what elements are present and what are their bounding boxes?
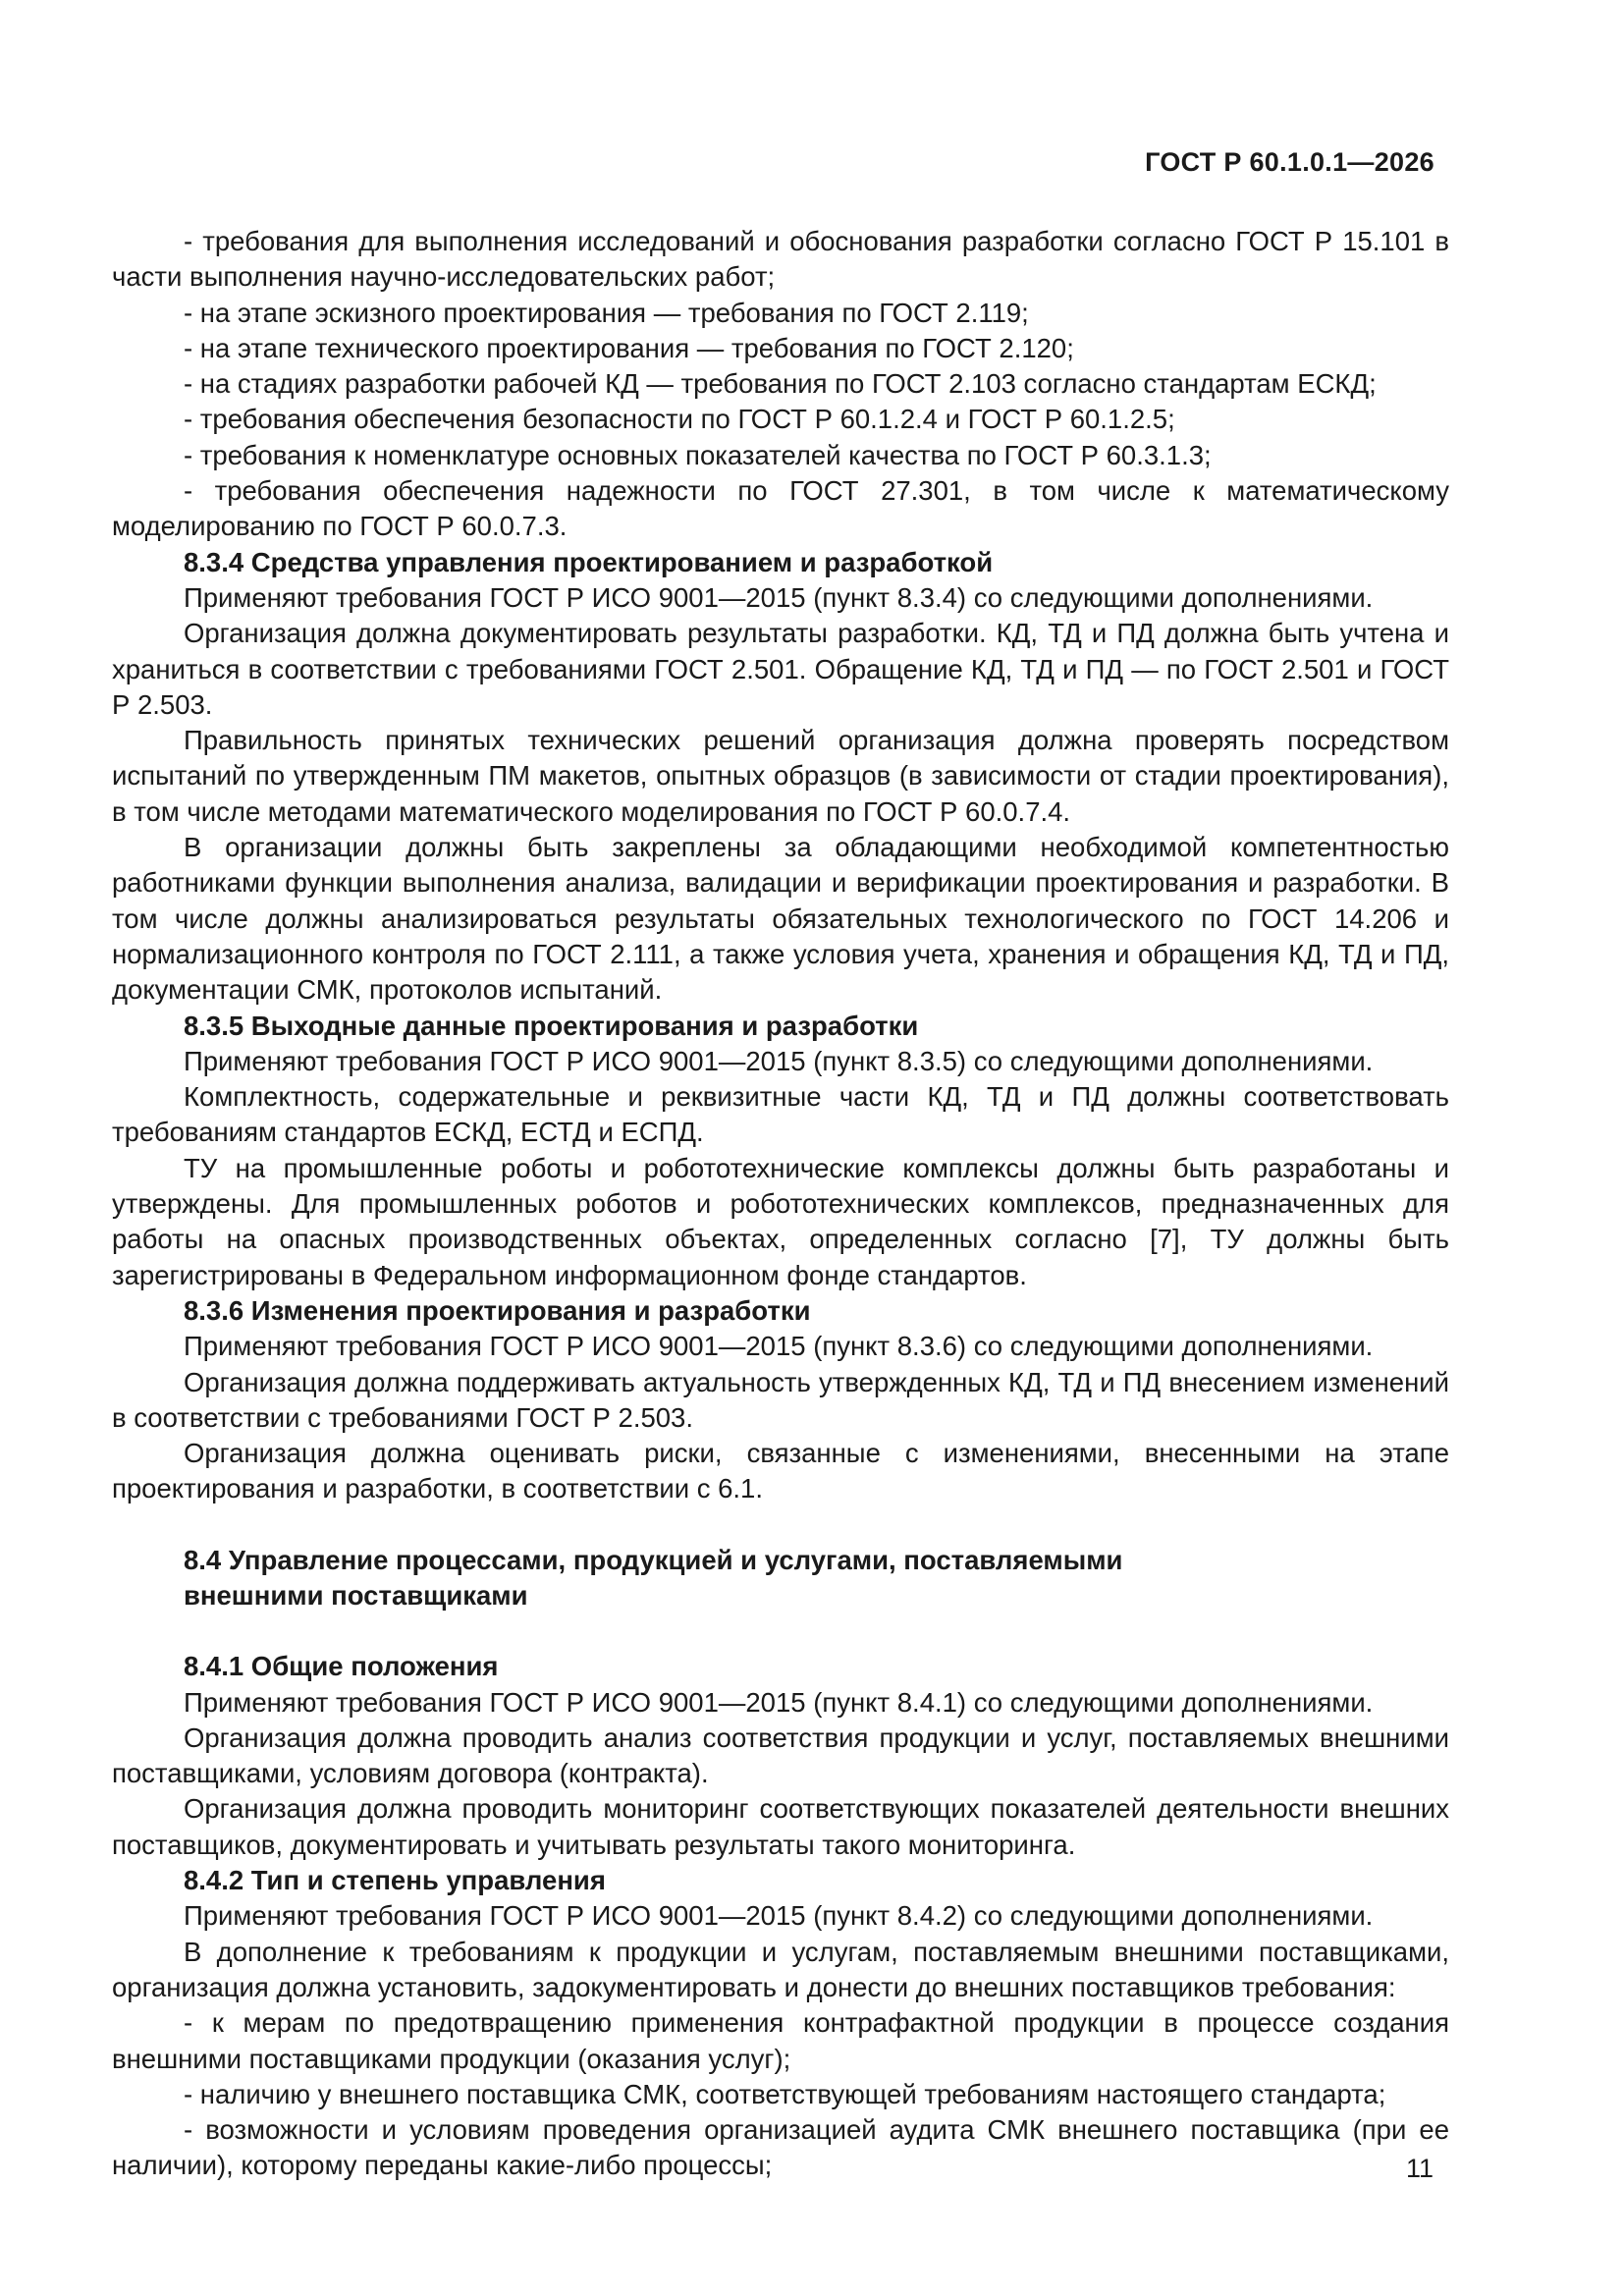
paragraph: В организации должны быть закреплены за обладающими необходимой компетентностью работниками функции выполнения анализа, валидации и верификации проектирования и разработки. В том числе должны анализироваться результаты обязательных технологического по ГОСТ 14.206 и нормализационного контроля по ГОСТ 2.111, а также условия учета, хранения и обращения КД, ТД и ПД, документации СМК, протоколов испытаний. (112, 832, 1449, 1006)
list-item: - требования к номенклатуре основных показателей качества по ГОСТ Р 60.3.1.3; (184, 439, 1212, 470)
paragraph: В дополнение к требованиям к продукции и услугам, поставляемым внешними поставщиками, организация должна установить, задокументировать и донести до внешних поставщиков требования: (112, 1936, 1449, 2002)
paragraph: Организация должна поддерживать актуальность утвержденных КД, ТД и ПД внесением изменений в соответствии с требованиями ГОСТ Р 2.503. (112, 1366, 1449, 1433)
list-item: - к мерам по предотвращению применения контрафактной продукции в процессе создания внешними поставщиками продукции (оказания услуг); (112, 2007, 1449, 2074)
paragraph: Организация должна документировать результаты разработки. КД, ТД и ПД должна быть учтена и храниться в соответствии с требованиями ГОСТ 2.501. Обращение КД, ТД и ПД — по ГОСТ 2.501 и ГОСТ Р 2.503. (112, 618, 1449, 720)
list-item: - на этапе эскизного проектирования — требования по ГОСТ 2.119; (184, 297, 1029, 328)
paragraph: Комплектность, содержательные и реквизитные части КД, ТД и ПД должны соответствовать требованиям стандартов ЕСКД, ЕСТД и ЕСПД. (112, 1081, 1449, 1148)
document-code: ГОСТ Р 60.1.0.1—2026 (1145, 147, 1434, 177)
paragraph: Применяют требования ГОСТ Р ИСО 9001—2015 (пункт 8.3.4) со следующими дополнениями. (184, 581, 1374, 613)
paragraph: Применяют требования ГОСТ Р ИСО 9001—2015 (пункт 8.4.1) со следующими дополнениями. (184, 1686, 1374, 1718)
list-item: - на этапе технического проектирования — требования по ГОСТ 2.120; (184, 332, 1074, 363)
list-item: - требования обеспечения безопасности по ГОСТ Р 60.1.2.4 и ГОСТ Р 60.1.2.5; (184, 404, 1175, 435)
list-item: - возможности и условиям проведения организацией аудита СМК внешнего поставщика (при ее наличии), которому переданы какие-либо процессы; (112, 2114, 1449, 2181)
section-heading-8-4-1: 8.4.1 Общие положения (184, 1651, 499, 1682)
list-item: - наличию у внешнего поставщика СМК, соответствующей требованиям настоящего стандарта; (184, 2078, 1386, 2109)
paragraph: Применяют требования ГОСТ Р ИСО 9001—2015 (пункт 8.3.6) со следующими дополнениями. (184, 1331, 1374, 1362)
section-heading-8-4-2: 8.4.2 Тип и степень управления (184, 1865, 606, 1896)
paragraph: ТУ на промышленные роботы и робототехнические комплексы должны быть разработаны и утверждены. Для промышленных роботов и робототехнических комплексов, предназначенных для работы на опасных производственных объектах, определенных согласно [7], ТУ должны быть зарегистрированы в Федеральном информационном фонде стандартов. (112, 1152, 1449, 1290)
paragraph: Применяют требования ГОСТ Р ИСО 9001—2015 (пункт 8.3.5) со следующими дополнениями. (184, 1045, 1374, 1076)
section-heading-8-3-6: 8.3.6 Изменения проектирования и разработки (184, 1294, 811, 1326)
list-item: - на стадиях разработки рабочей КД — требования по ГОСТ 2.103 согласно стандартам ЕСКД; (184, 368, 1377, 400)
paragraph: Правильность принятых технических решений организация должна проверять посредством испытаний по утвержденным ПМ макетов, опытных образцов (в зависимости от стадии проектирования), в том числе методами математического моделирования по ГОСТ Р 60.0.7.4. (112, 725, 1449, 827)
section-heading-8-3-4: 8.3.4 Средства управления проектированием и разработкой (184, 546, 994, 577)
section-heading-8-4: 8.4 Управление процессами, продукцией и услугами, поставляемыми внешними поставщиками (184, 1544, 1123, 1611)
paragraph: Организация должна проводить мониторинг соответствующих показателей деятельности внешних поставщиков, документировать и учитывать результаты такого мониторинга. (112, 1793, 1449, 1860)
list-item: - требования обеспечения надежности по ГОСТ 27.301, в том числе к математическому моделированию по ГОСТ Р 60.0.7.3. (112, 475, 1449, 542)
section-heading-8-3-5: 8.3.5 Выходные данные проектирования и разработки (184, 1010, 919, 1041)
page-number: 11 (1405, 2154, 1434, 2183)
page-body (112, 224, 1449, 2184)
paragraph: Организация должна проводить анализ соответствия продукции и услуг, поставляемых внешними поставщиками, условиям договора (контракта). (112, 1722, 1449, 1789)
paragraph: Организация должна оценивать риски, связанные с изменениями, внесенными на этапе проектирования и разработки, в соответствии с 6.1. (112, 1438, 1449, 1504)
paragraph: Применяют требования ГОСТ Р ИСО 9001—2015 (пункт 8.4.2) со следующими дополнениями. (184, 1900, 1374, 1932)
list-item: - требования для выполнения исследований и обоснования разработки согласно ГОСТ Р 15.101 в части выполнения научно-исследовательских работ; (112, 226, 1449, 293)
